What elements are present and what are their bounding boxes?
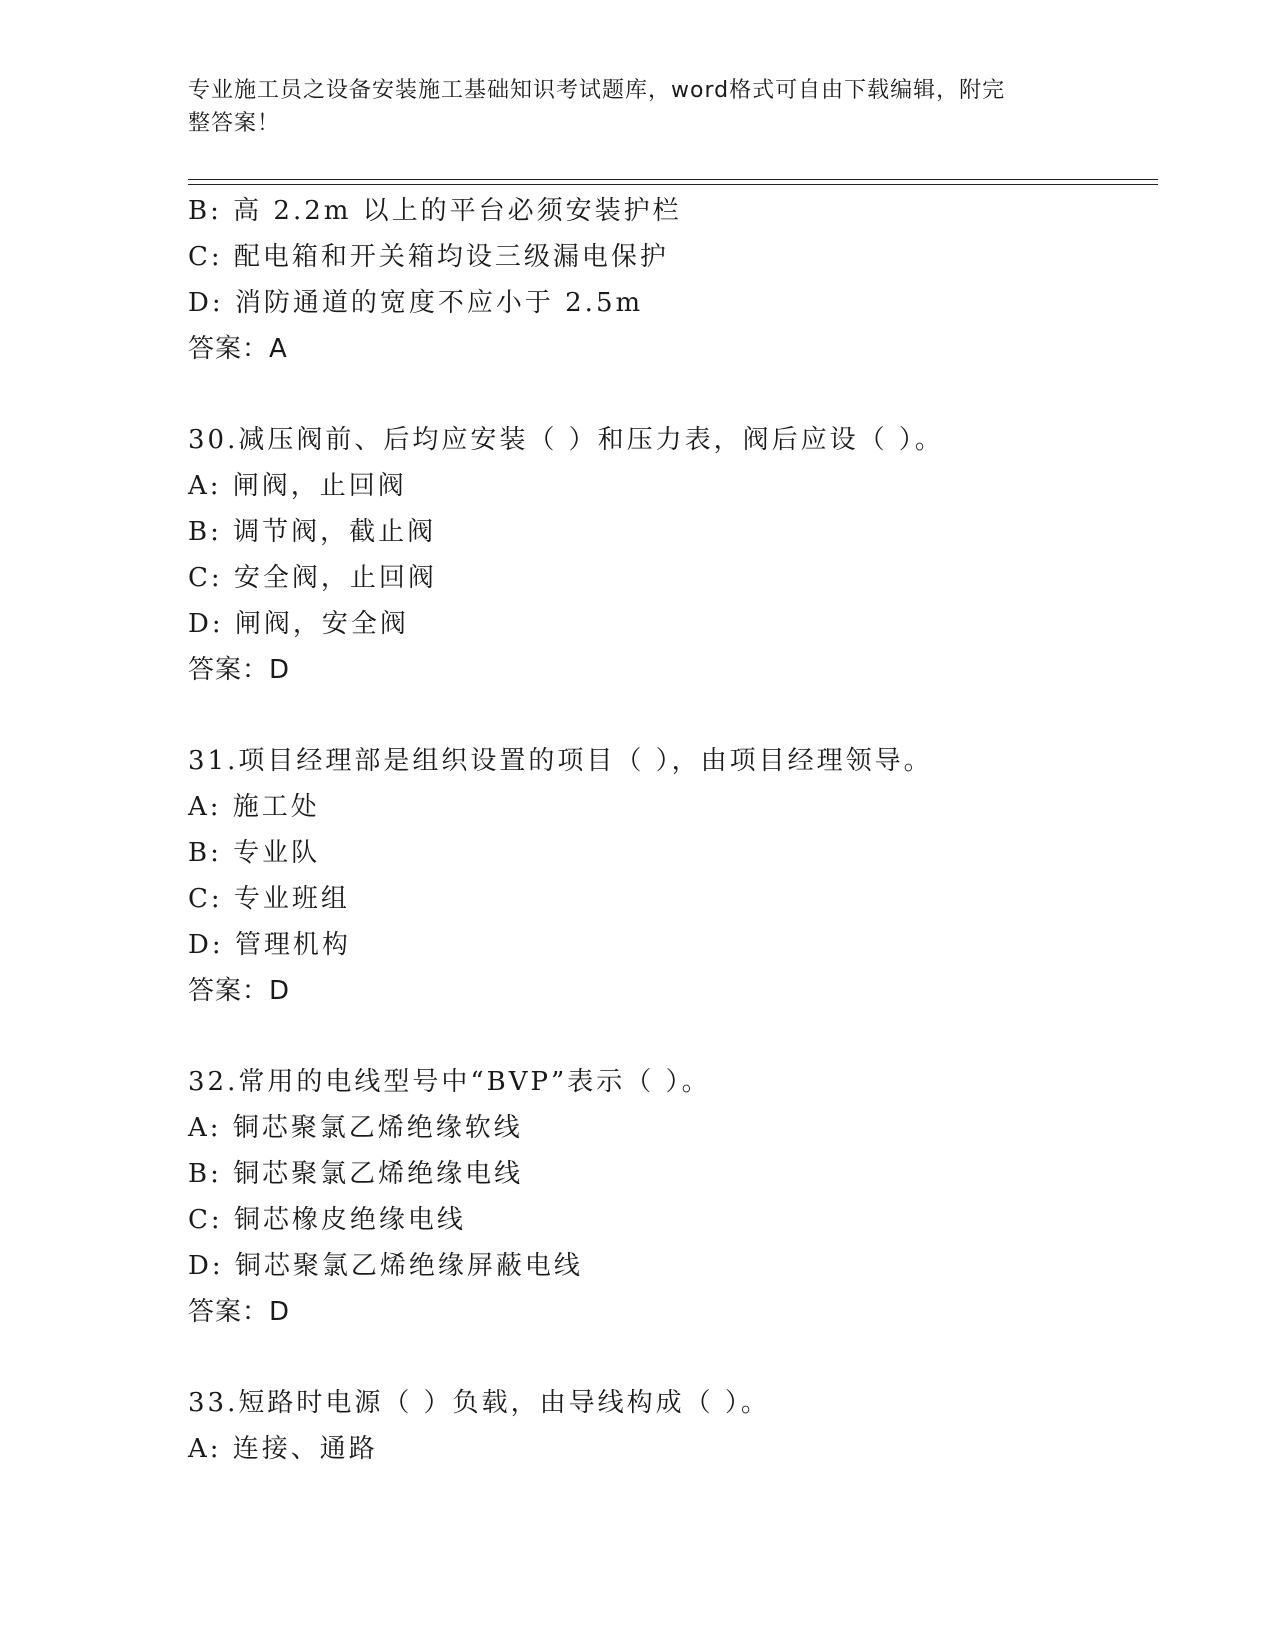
question-stem: 32.常用的电线型号中“BVP”表示（ ）。 (188, 1067, 711, 1097)
option-d: D: 闸阀，安全阀 (188, 609, 409, 639)
option-d: D: 管理机构 (188, 930, 351, 960)
question-stem: 33.短路时电源（ ）负载，由导线构成（ ）。 (188, 1388, 770, 1418)
question-29-continued (188, 188, 1168, 372)
header-title-line2: 整答案！ (188, 111, 281, 136)
option-c: C: 铜芯橡皮绝缘电线 (188, 1205, 466, 1235)
question-stem: 30.减压阀前、后均应安装（ ）和压力表，阀后应设（ ）。 (188, 425, 944, 455)
header-divider-bottom (188, 184, 1158, 185)
option-b: B: 高 2.2m 以上的平台必须安装护栏 (188, 196, 682, 226)
option-a: A: 连接、通路 (188, 1434, 378, 1464)
question-33 (188, 1380, 1168, 1472)
option-b: B: 铜芯聚氯乙烯绝缘电线 (188, 1159, 524, 1189)
answer: 答案：D (188, 976, 291, 1006)
question-30 (188, 417, 1168, 693)
answer: 答案：D (188, 1297, 291, 1327)
question-list (188, 188, 1168, 1472)
question-stem: 31.项目经理部是组织设置的项目（ ），由项目经理领导。 (188, 746, 933, 776)
option-d: D: 消防通道的宽度不应小于 2.5m (188, 288, 644, 318)
answer: 答案：D (188, 655, 291, 685)
answer: 答案：A (188, 334, 288, 364)
question-31 (188, 738, 1168, 1014)
option-b: B: 调节阀，截止阀 (188, 517, 437, 547)
option-b: B: 专业队 (188, 838, 321, 868)
option-c: C: 专业班组 (188, 884, 350, 914)
header-divider-top (188, 179, 1158, 180)
question-32 (188, 1059, 1168, 1335)
option-a: A: 铜芯聚氯乙烯绝缘软线 (188, 1113, 523, 1143)
option-a: A: 施工处 (188, 792, 320, 822)
option-c: C: 安全阀，止回阀 (188, 563, 437, 593)
option-c: C: 配电箱和开关箱均设三级漏电保护 (188, 242, 669, 272)
option-d: D: 铜芯聚氯乙烯绝缘屏蔽电线 (188, 1251, 583, 1281)
option-a: A: 闸阀，止回阀 (188, 471, 407, 501)
document-header (188, 74, 1068, 140)
header-title-line1: 专业施工员之设备安装施工基础知识考试题库，word格式可自由下载编辑，附完 (188, 78, 1006, 103)
